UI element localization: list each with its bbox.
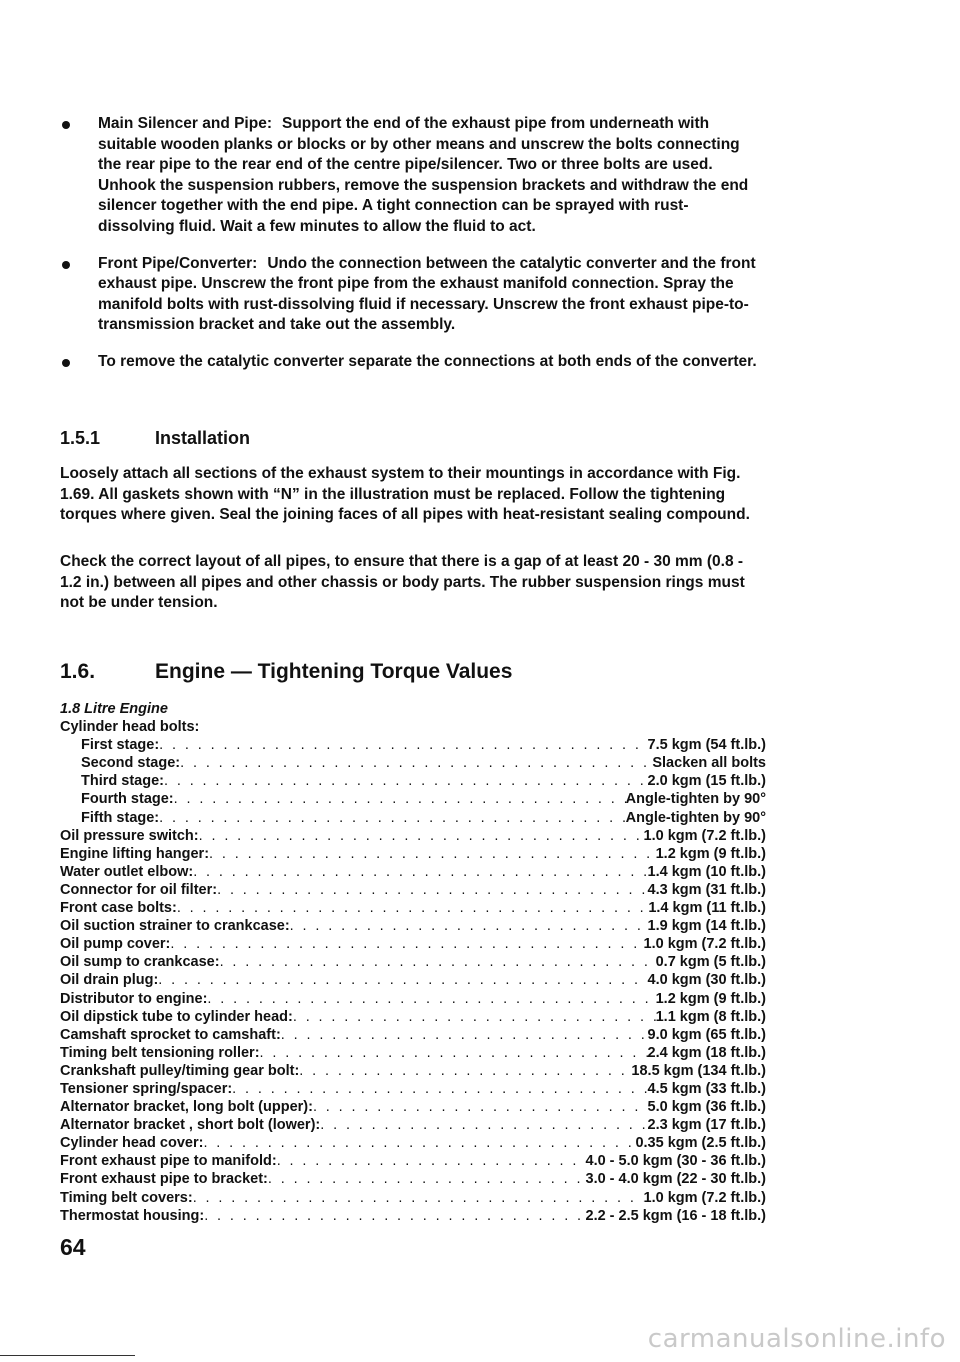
torque-row bbox=[60, 772, 766, 790]
torque-item-name: Second stage: bbox=[81, 755, 181, 772]
watermark: carmanualsonline.info bbox=[647, 1324, 946, 1354]
torque-row bbox=[60, 953, 766, 971]
bullet-front-pipe bbox=[60, 254, 760, 336]
torque-row bbox=[60, 1152, 766, 1170]
bullet-text: To remove the catalytic converter separate the connections at both ends of the converter. bbox=[98, 352, 757, 370]
bullet-text: Support the end of the exhaust pipe from underneath with suitable wooden planks or blocks or by other means and unscrew the bolts connecting the rear pipe to the rear end of the centre pipe/silencer. Two or three bolts are used. Unhook the suspension rubbers, remove the suspension brackets and withdraw the end silencer together with the end pipe. A tight connection can be sprayed with rust-dissolving fluid. Wait a few minutes to allow the fluid to act. bbox=[98, 115, 749, 235]
torque-item-value: 2.2 - 2.5 kgm (16 - 18 ft.lb.) bbox=[585, 1207, 766, 1224]
section-heading-installation bbox=[60, 428, 250, 449]
torque-item-name: Alternator bracket , short bolt (lower): bbox=[60, 1117, 321, 1134]
dot-leader bbox=[204, 1207, 585, 1225]
torque-row bbox=[60, 899, 766, 917]
head-bolt-stages bbox=[60, 736, 766, 826]
torque-row bbox=[60, 1134, 766, 1152]
dot-leader bbox=[220, 953, 656, 971]
torque-item-value: 2.3 kgm (17 ft.lb.) bbox=[647, 1117, 766, 1134]
torque-row bbox=[60, 1207, 766, 1225]
torque-row bbox=[60, 1008, 766, 1026]
torque-item-value: 1.4 kgm (11 ft.lb.) bbox=[648, 900, 766, 917]
torque-item-value: 1.9 kgm (14 ft.lb.) bbox=[647, 918, 766, 935]
torque-item-value: 1.0 kgm (7.2 ft.lb.) bbox=[643, 827, 766, 844]
section-heading-torque-values bbox=[60, 660, 512, 684]
dot-leader bbox=[299, 1062, 631, 1080]
torque-item-value: 5.0 kgm (36 ft.lb.) bbox=[647, 1099, 766, 1116]
dot-leader bbox=[207, 990, 655, 1008]
bullet-main-silencer bbox=[60, 114, 760, 238]
torque-item-name: Tensioner spring/spacer: bbox=[60, 1080, 233, 1097]
torque-row bbox=[60, 1189, 766, 1207]
torque-item-value: 7.5 kgm (54 ft.lb.) bbox=[647, 737, 766, 754]
torque-items bbox=[60, 827, 766, 1225]
installation-paragraph-1: Loosely attach all sections of the exhaust system to their mountings in accordance with Fig. 1.69. All gaskets shown with “N” in the illustration must be replaced. Follow the tightening torques where given. Seal the joining faces of all pipes with heat-resistant sealing compound. bbox=[60, 465, 750, 524]
dot-leader bbox=[170, 935, 643, 953]
dot-leader bbox=[277, 1152, 586, 1170]
bullet-dot bbox=[62, 359, 70, 367]
torque-item-value: 0.35 kgm (2.5 ft.lb.) bbox=[635, 1135, 766, 1152]
torque-item-value: 4.0 kgm (30 ft.lb.) bbox=[647, 972, 766, 989]
torque-item-value: 4.0 - 5.0 kgm (30 - 36 ft.lb.) bbox=[585, 1153, 766, 1170]
torque-item-value: 1.2 kgm (9 ft.lb.) bbox=[655, 845, 766, 862]
dot-leader bbox=[290, 917, 648, 935]
dot-leader bbox=[180, 754, 652, 772]
torque-row bbox=[60, 1098, 766, 1116]
torque-row bbox=[60, 1080, 766, 1098]
torque-item-name: First stage: bbox=[81, 737, 160, 754]
torque-row bbox=[60, 971, 766, 989]
torque-item-value: 2.0 kgm (15 ft.lb.) bbox=[647, 773, 766, 790]
torque-item-name: Fifth stage: bbox=[81, 809, 160, 826]
section-title: Engine — Tightening Torque Values bbox=[155, 660, 513, 683]
torque-item-name: Timing belt tensioning roller: bbox=[60, 1044, 260, 1061]
torque-item-value: 9.0 kgm (65 ft.lb.) bbox=[647, 1026, 766, 1043]
torque-item-name: Thermostat housing: bbox=[60, 1207, 205, 1224]
torque-item-name: Alternator bracket, long bolt (upper): bbox=[60, 1099, 313, 1116]
dot-leader bbox=[159, 736, 647, 754]
torque-row bbox=[60, 736, 766, 754]
dot-leader bbox=[158, 971, 647, 989]
dot-leader bbox=[199, 827, 644, 845]
dot-leader bbox=[232, 1080, 647, 1098]
torque-item-name: Camshaft sprocket to camshaft: bbox=[60, 1026, 281, 1043]
torque-item-name: Connector for oil filter: bbox=[60, 881, 218, 898]
torque-item-value: Slacken all bolts bbox=[652, 755, 766, 772]
installation-paragraph-2: Check the correct layout of all pipes, to ensure that there is a gap of at least 20 - 30 mm (0.8 - 1.2 in.) between all pipes and other chassis or body parts. The rubber suspension rings must not be under tension. bbox=[60, 553, 745, 612]
torque-item-value: 1.4 kgm (10 ft.lb.) bbox=[647, 863, 766, 880]
torque-item-name: Front case bolts: bbox=[60, 900, 177, 917]
torque-item-name: Oil pressure switch: bbox=[60, 827, 199, 844]
dot-leader bbox=[164, 772, 648, 790]
torque-row bbox=[60, 863, 766, 881]
torque-item-name: Fourth stage: bbox=[81, 791, 174, 808]
page-number: 64 bbox=[60, 1234, 86, 1260]
removal-bullets bbox=[60, 114, 760, 389]
torque-item-value: Angle-tighten by 90° bbox=[625, 809, 766, 826]
footer-rule bbox=[0, 1355, 135, 1356]
torque-item-value: 3.0 - 4.0 kgm (22 - 30 ft.lb.) bbox=[585, 1171, 766, 1188]
torque-item-name: Cylinder head cover: bbox=[60, 1135, 204, 1152]
section-number: 1.6. bbox=[60, 660, 96, 683]
torque-row bbox=[60, 809, 766, 827]
torque-row bbox=[60, 1116, 766, 1134]
torque-item-name: Oil pump cover: bbox=[60, 936, 171, 953]
torque-item-name: Front exhaust pipe to bracket: bbox=[60, 1171, 268, 1188]
torque-item-value: 1.0 kgm (7.2 ft.lb.) bbox=[643, 1189, 766, 1206]
torque-item-name: Front exhaust pipe to manifold: bbox=[60, 1153, 277, 1170]
torque-item-value: 4.5 kgm (33 ft.lb.) bbox=[647, 1080, 766, 1097]
dot-leader bbox=[159, 809, 626, 827]
torque-item-name: Crankshaft pulley/timing gear bolt: bbox=[60, 1062, 300, 1079]
torque-row bbox=[60, 1026, 766, 1044]
torque-item-name: Engine lifting hanger: bbox=[60, 845, 210, 862]
head-bolts-label: Cylinder head bolts: bbox=[60, 719, 200, 736]
torque-row bbox=[60, 754, 766, 772]
torque-item-value: 1.1 kgm (8 ft.lb.) bbox=[655, 1008, 766, 1025]
dot-leader bbox=[268, 1170, 586, 1188]
dot-leader bbox=[260, 1044, 648, 1062]
torque-item-name: Timing belt covers: bbox=[60, 1189, 193, 1206]
torque-row bbox=[60, 790, 766, 808]
section-title: Installation bbox=[155, 428, 251, 448]
dot-leader bbox=[209, 845, 656, 863]
torque-item-value: 4.3 kgm (31 ft.lb.) bbox=[647, 881, 766, 898]
torque-item-value: 0.7 kgm (5 ft.lb.) bbox=[655, 954, 766, 971]
torque-row bbox=[60, 917, 766, 935]
dot-leader bbox=[293, 1008, 656, 1026]
bullet-text: Undo the connection between the catalytic converter and the front exhaust pipe. Unscrew the front pipe from the exhaust manifold connection. Spray the manifold bolts with rust-dissolving fluid if necessary. Unscrew the front exhaust pipe-to-transmission bracket and take out the assembly. bbox=[98, 254, 756, 334]
dot-leader bbox=[193, 863, 647, 881]
torque-row bbox=[60, 827, 766, 845]
torque-row bbox=[60, 881, 766, 899]
torque-row bbox=[60, 845, 766, 863]
torque-item-name: Oil suction strainer to crankcase: bbox=[60, 918, 290, 935]
torque-row bbox=[60, 1062, 766, 1080]
bullet-dot bbox=[62, 121, 70, 129]
dot-leader bbox=[174, 790, 626, 808]
torque-row bbox=[60, 990, 766, 1008]
dot-leader bbox=[177, 899, 649, 917]
torque-item-name: Oil dipstick tube to cylinder head: bbox=[60, 1008, 293, 1025]
torque-item-value: 1.0 kgm (7.2 ft.lb.) bbox=[643, 936, 766, 953]
torque-item-name: Oil sump to crankcase: bbox=[60, 954, 220, 971]
bullet-lead: Front Pipe/Converter: bbox=[98, 254, 258, 272]
torque-item-name: Distributor to engine: bbox=[60, 990, 208, 1007]
dot-leader bbox=[320, 1116, 647, 1134]
torque-item-value: 18.5 kgm (134 ft.lb.) bbox=[631, 1062, 766, 1079]
dot-leader bbox=[193, 1189, 644, 1207]
bullet-dot bbox=[62, 261, 70, 269]
bullet-catalytic-converter bbox=[60, 352, 760, 373]
torque-item-name: Water outlet elbow: bbox=[60, 863, 194, 880]
torque-item-value: 2.4 kgm (18 ft.lb.) bbox=[647, 1044, 766, 1061]
torque-row bbox=[60, 935, 766, 953]
dot-leader bbox=[203, 1134, 635, 1152]
torque-item-name: Oil drain plug: bbox=[60, 972, 159, 989]
torque-item-value: Angle-tighten by 90° bbox=[625, 791, 766, 808]
bullet-lead: Main Silencer and Pipe: bbox=[98, 115, 272, 132]
torque-item-value: 1.2 kgm (9 ft.lb.) bbox=[655, 990, 766, 1007]
dot-leader bbox=[313, 1098, 648, 1116]
dot-leader bbox=[217, 881, 647, 899]
engine-label: 1.8 Litre Engine bbox=[60, 701, 168, 717]
section-number: 1.5.1 bbox=[60, 428, 101, 448]
torque-row bbox=[60, 1044, 766, 1062]
torque-row bbox=[60, 1170, 766, 1188]
torque-item-name: Third stage: bbox=[81, 773, 164, 790]
torque-table bbox=[60, 700, 766, 1225]
dot-leader bbox=[281, 1026, 648, 1044]
